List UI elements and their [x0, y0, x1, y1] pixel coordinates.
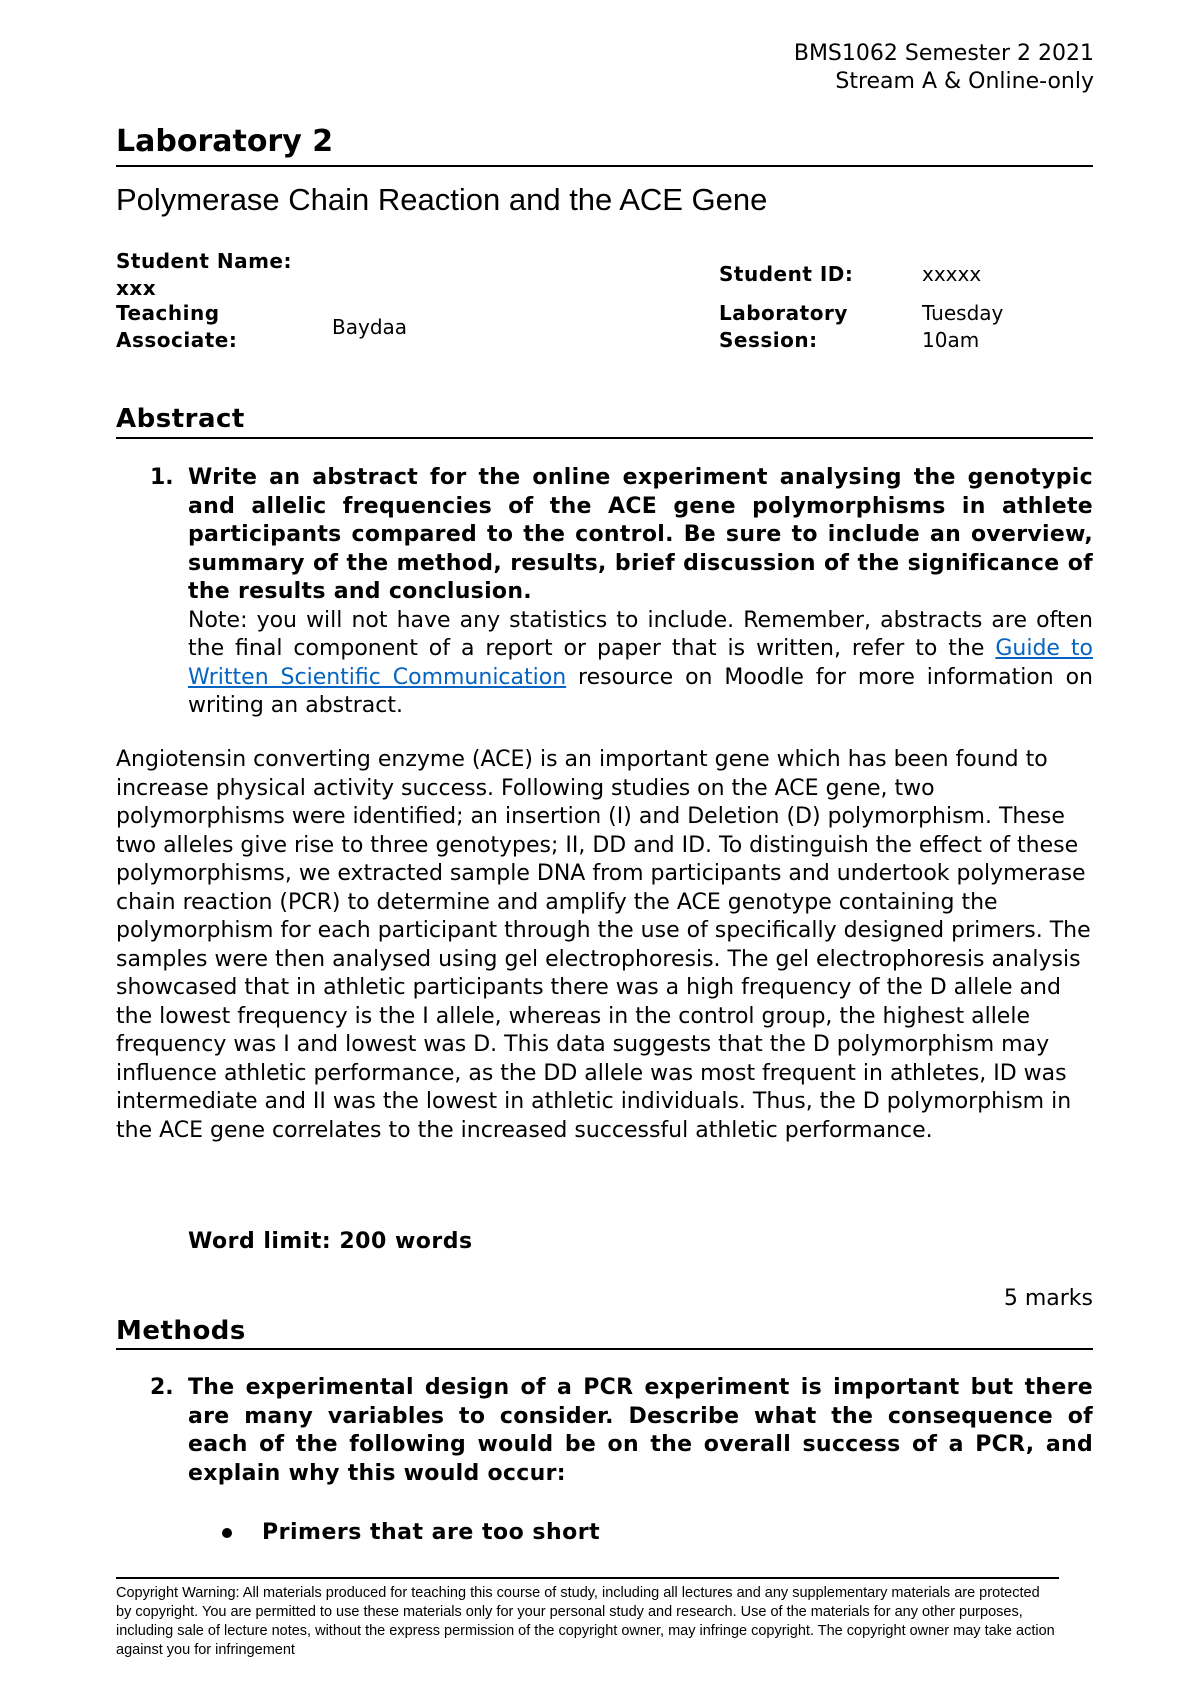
word-limit: Word limit: 200 words — [188, 1229, 473, 1254]
page-header — [794, 40, 1094, 96]
question-note: Note: you will not have any statistics to include. Remember, abstracts are often the final component of a report or paper that is written, refer to the — [188, 607, 1093, 661]
lab-title: Laboratory 2 — [116, 124, 334, 159]
abstract-answer: Angiotensin converting enzyme (ACE) is an important gene which has been found to increase physical activity success. Following studies on the ACE gene, two polymorphisms were identified; an insertion (I) and Deletion (D) polymorphism. These two alleles give rise to three genotypes; II, DD and ID. To distinguish the effect of these polymorphisms, we extracted sample DNA from participants and undertook polymerase chain reaction (PCR) to determine and amplify the ACE genotype containing the polymorphism for each participant through the use of specifically designed primers. The samples were then analysed using gel electrophoresis. The gel electrophoresis analysis showcased that in athletic participants there was a high frequency of the D allele and the lowest frequency is the I allele, whereas in the control group, the highest allele frequency was I and lowest was D. This data suggests that the D polymorphism may influence athletic performance, as the DD allele was most frequent in athletes, ID was intermediate and II was the lowest in athletic individuals. Thus, the D polymorphism in the ACE gene correlates to the increased successful athletic performance. — [116, 747, 1091, 1143]
copyright-warning: Copyright Warning: All materials produced for teaching this course of study, including all lectures and any supplementary materials are protected by copyright. You are permitted to use these materials only for your personal study and research. Use of the materials for any other purposes, including sale of lecture notes, without the express permission of the copyright owner, may infringe copyright. The copyright owner may take action against you for infringement — [116, 1585, 1055, 1658]
question-note-end: resource on Moodle for more information on writing an abstract. — [188, 664, 1093, 718]
teaching-associate-value: Baydaa — [332, 315, 408, 339]
question-prompt: Write an abstract for the online experiment analysing the genotypic and allelic frequencies of the ACE gene polymorphisms in athlete participants compared to the control. Be sure to include an overview, summary of the method, results, brief discussion of the significance of the results and conclusion. — [188, 465, 1093, 604]
question-2 — [150, 1374, 1093, 1488]
guide-link[interactable]: Guide to Written Scientific Communication — [188, 636, 1093, 690]
abstract-heading: Abstract — [116, 404, 245, 434]
course-code: BMS1062 Semester 2 2021 — [793, 41, 1094, 66]
methods-rule — [116, 1348, 1093, 1350]
student-name-value: xxx — [116, 276, 157, 300]
student-id-label: Student ID: — [719, 262, 854, 286]
footer-rule — [116, 1577, 1059, 1579]
lab-subtitle: Polymerase Chain Reaction and the ACE Gene — [116, 182, 768, 217]
student-name-label: Student Name: — [116, 249, 292, 273]
student-id-value: xxxxx — [922, 262, 982, 286]
title-rule — [116, 165, 1093, 167]
lab-session-label: Laboratory Session: — [719, 301, 848, 352]
stream-label: Stream A & Online-only — [835, 69, 1094, 94]
bullet-item: Primers that are too short — [262, 1520, 601, 1545]
question-prompt: The experimental design of a PCR experiment is important but there are many variables to consider. Describe what the consequence of each of the following would be on the overall success of a PCR, and explain why this would occur: — [188, 1375, 1093, 1486]
lab-session-value: Tuesday 10am — [922, 301, 1004, 352]
question-number: 1. — [150, 465, 174, 490]
marks-label: 5 marks — [1003, 1286, 1093, 1311]
teaching-associate-label: Teaching Associate: — [116, 301, 238, 352]
bullet-icon — [222, 1528, 232, 1538]
abstract-rule — [116, 437, 1093, 439]
methods-heading: Methods — [116, 1316, 246, 1346]
question-number: 2. — [150, 1375, 174, 1400]
question-1 — [150, 464, 1093, 721]
